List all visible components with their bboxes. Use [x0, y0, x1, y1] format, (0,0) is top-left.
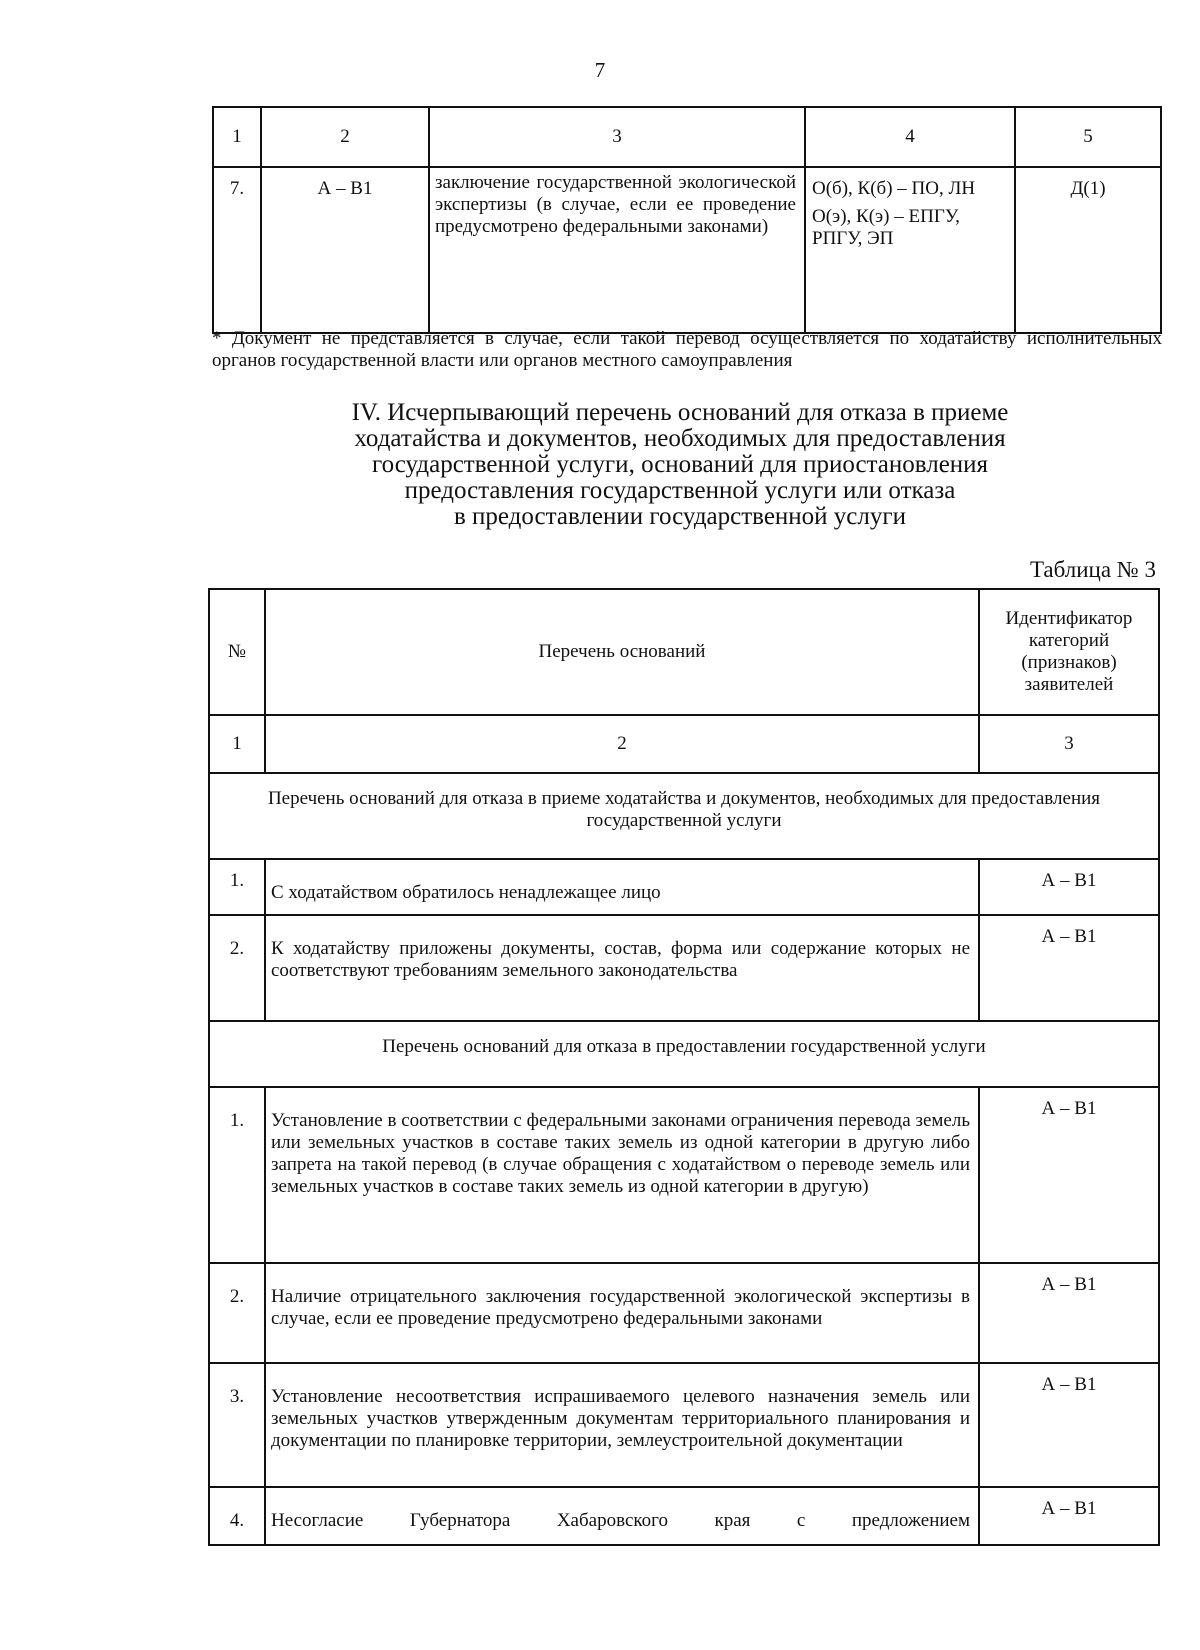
- footnote: * Документ не представляется в случае, если такой перевод осуществляется по ходатайству исполнительных органов государственной власти или органов местного самоуправления: [212, 328, 1162, 371]
- section-title-line: предоставления государственной услуги или отказа: [404, 477, 956, 504]
- header-cell: 5: [1015, 107, 1161, 167]
- grounds-table: [208, 588, 1160, 1546]
- row-number: 7.: [213, 167, 261, 333]
- table-row: [209, 1087, 1159, 1263]
- method-electronic: О(э), К(э) – ЕПГУ, РПГУ, ЭП: [812, 206, 960, 249]
- section-title-line: в предоставлении государственной услуги: [453, 503, 907, 530]
- row-form: Д(1): [1015, 167, 1161, 333]
- row-category: А – В1: [979, 1263, 1159, 1363]
- documents-table: [212, 106, 1162, 334]
- row-number: 4.: [209, 1487, 265, 1545]
- row-number: 2.: [209, 915, 265, 1021]
- table-row: [209, 1363, 1159, 1487]
- table-row: [209, 915, 1159, 1021]
- table-header-row: [213, 107, 1161, 167]
- row-category: А – В1: [979, 915, 1159, 1021]
- header-identifier: Идентификатор категорий (признаков) заявителей: [979, 589, 1159, 715]
- row-text: Установление несоответствия испрашиваемого целевого назначения земель или земельных участков утвержденным документам территориального планирования и документации по планировке территории, землеустроительной документации: [265, 1363, 979, 1487]
- row-category: А – В1: [979, 859, 1159, 915]
- section-title-line: государственной услуги, оснований для приостановления: [371, 451, 989, 478]
- row-methods: [805, 167, 1015, 333]
- table-row: [209, 1487, 1159, 1545]
- section-header-row: [209, 1021, 1159, 1087]
- section-title-line: ходатайства и документов, необходимых для предоставления: [354, 425, 1006, 452]
- row-category: А – В1: [979, 1363, 1159, 1487]
- page-number: 7: [594, 58, 606, 82]
- header-cell: 2: [261, 107, 429, 167]
- column-number: 3: [979, 715, 1159, 773]
- table-caption: Таблица № 3: [1029, 557, 1156, 582]
- row-number: 2.: [209, 1263, 265, 1363]
- row-text: К ходатайству приложены документы, состав, форма или содержание которых не соответствуют требованиям земельного законодательства: [265, 915, 979, 1021]
- row-text: Наличие отрицательного заключения государственной экологической экспертизы в случае, если ее проведение предусмотрено федеральными законами: [265, 1263, 979, 1363]
- row-category: А – В1: [261, 167, 429, 333]
- column-number: 1: [209, 715, 265, 773]
- section-title-line: IV. Исчерпывающий перечень оснований для отказа в приеме: [351, 399, 1009, 426]
- section-header-row: [209, 773, 1159, 859]
- table-row: [209, 859, 1159, 915]
- column-number-row: [209, 715, 1159, 773]
- header-cell: 1: [213, 107, 261, 167]
- header-num: №: [209, 589, 265, 715]
- table-row: [209, 1263, 1159, 1363]
- section-title: [200, 400, 1160, 530]
- row-text: Несогласие Губернатора Хабаровского края с предложением: [265, 1487, 979, 1545]
- table-row: [213, 167, 1161, 333]
- column-number: 2: [265, 715, 979, 773]
- row-number: 1.: [209, 859, 265, 915]
- header-cell: 3: [429, 107, 805, 167]
- row-text: Установление в соответствии с федеральными законами ограничения перевода земель или земельных участков в составе таких земель из одной категории в другую либо запрета на такой перевод (в случае обращения с ходатайством о переводе земель или земельных участков в составе таких земель из одной категории в другую): [265, 1087, 979, 1263]
- row-number: 3.: [209, 1363, 265, 1487]
- section-heading: Перечень оснований для отказа в предоставлении государственной услуги: [209, 1021, 1159, 1087]
- row-document: заключение государственной экологической экспертизы (в случае, если ее проведение предусмотрено федеральными законами): [429, 167, 805, 333]
- header-cell: 4: [805, 107, 1015, 167]
- header-list: Перечень оснований: [265, 589, 979, 715]
- table-header-row: [209, 589, 1159, 715]
- row-text: С ходатайством обратилось ненадлежащее лицо: [265, 859, 979, 915]
- row-number: 1.: [209, 1087, 265, 1263]
- row-category: А – В1: [979, 1487, 1159, 1545]
- section-heading: Перечень оснований для отказа в приеме ходатайства и документов, необходимых для предоставления государственной услуги: [209, 773, 1159, 859]
- row-category: А – В1: [979, 1087, 1159, 1263]
- method-paper: О(б), К(б) – ПО, ЛН: [812, 178, 976, 199]
